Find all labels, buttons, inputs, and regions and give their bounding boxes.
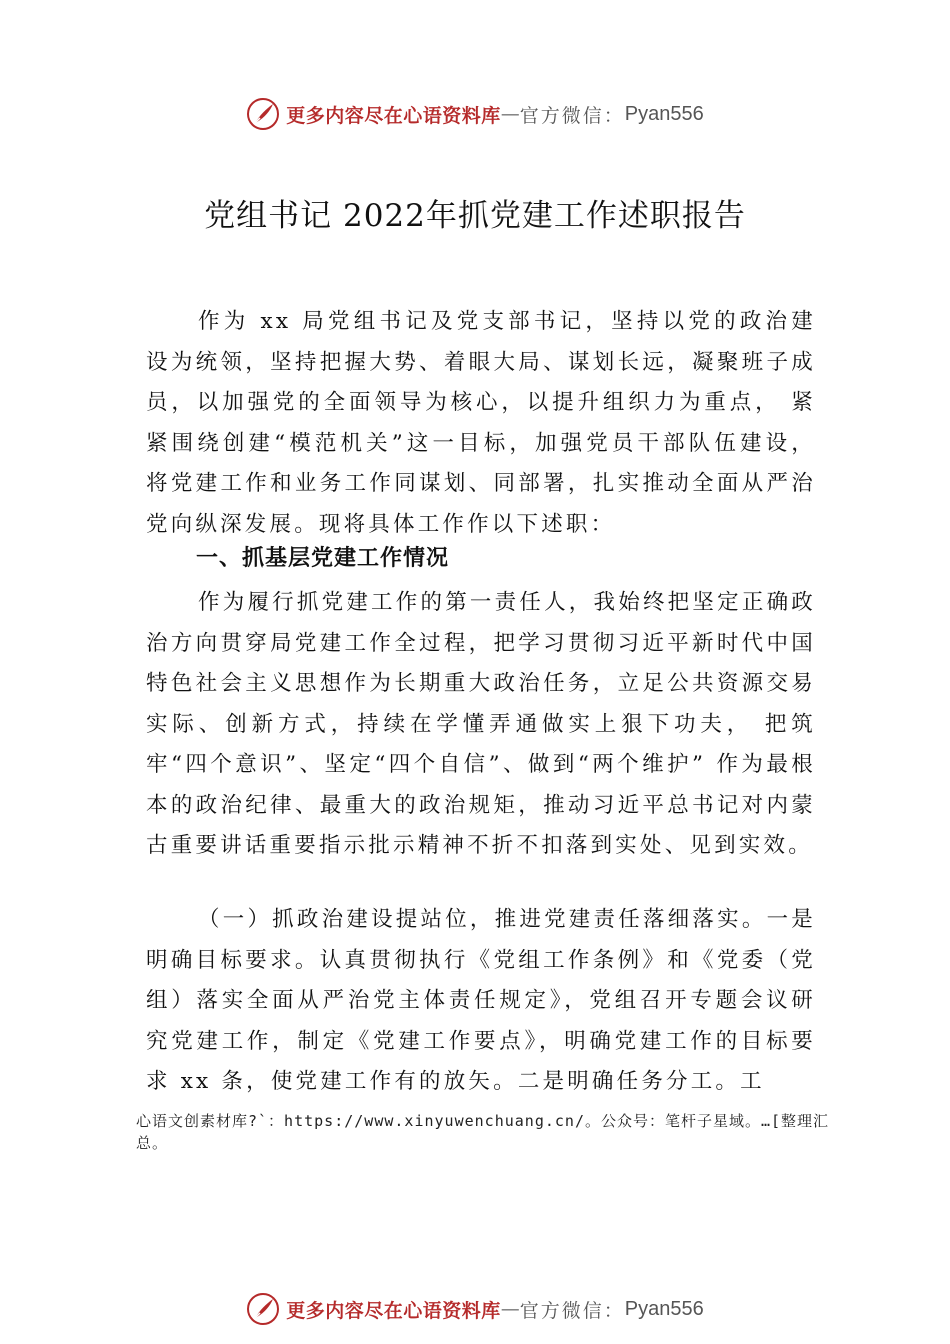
watermark-dash: — <box>500 103 520 125</box>
watermark-label: 官方微信： <box>519 1299 625 1322</box>
quill-logo-icon <box>246 97 280 131</box>
footer-watermark <box>0 1289 950 1329</box>
watermark-dash: — <box>500 1298 520 1320</box>
section-paragraph: 作为履行抓党建工作的第一责任人，我始终把坚定正确政治方向贯穿局党建工作全过程，把学习贯彻习近平新时代中国特色社会主义思想作为长期重大政治任务，立足公共资源交易实际、创新方式，持续在学懂弄通做实上狠下功夫， 把筑牢“四个意识”、坚定“四个自信”、做到“两个维护” 作为最根本的政治纪律、最重大的政治规矩，推动习近平总书记对内蒙古重要讲话重要指示批示精神不折不扣落到实处、见到实效。 <box>146 590 816 858</box>
watermark-brand: 更多内容尽在心语资料库 <box>286 104 501 127</box>
watermark-label: 官方微信： <box>519 104 625 127</box>
watermark-brand: 更多内容尽在心语资料库 <box>286 1299 501 1322</box>
footer-note: 心语文创素材库?`：https://www.xinyuwenchuang.cn/。公众号：笔杆子星域。…[整理汇总。 <box>136 1112 830 1152</box>
watermark-wechat-id: Pyan556 <box>624 1297 704 1320</box>
quill-logo-icon <box>246 1292 280 1326</box>
subsection-paragraph: （一）抓政治建设提站位，推进党建责任落细落实。一是明确目标要求。认真贯彻执行《党组工作条例》和《党委（党组）落实全面从严治党主体责任规定》，党组召开专题会议研究党建工作，制定《党建工作要点》，明确党建工作的目标要求 xx 条，使党建工作有的放矢。二是明确任务分工。工 <box>146 907 816 1094</box>
intro-paragraph: 作为 xx 局党组书记及党支部书记，坚持以党的政治建设为统领，坚持把握大势、着眼大局、谋划长远，凝聚班子成员，以加强党的全面领导为核心，以提升组织力为重点， 紧紧围绕创建“模范机关”这一目标，加强党员干部队伍建设，将党建工作和业务工作同谋划、同部署，扎实推动全面从严治党向纵深发展。现将具体工作作以下述职： <box>146 309 816 537</box>
section-heading: 一、抓基层党建工作情况 <box>196 546 450 571</box>
header-watermark <box>0 94 950 134</box>
document-title: 党组书记 2022年抓党建工作述职报告 <box>204 198 746 234</box>
watermark-wechat-id: Pyan556 <box>624 102 704 125</box>
